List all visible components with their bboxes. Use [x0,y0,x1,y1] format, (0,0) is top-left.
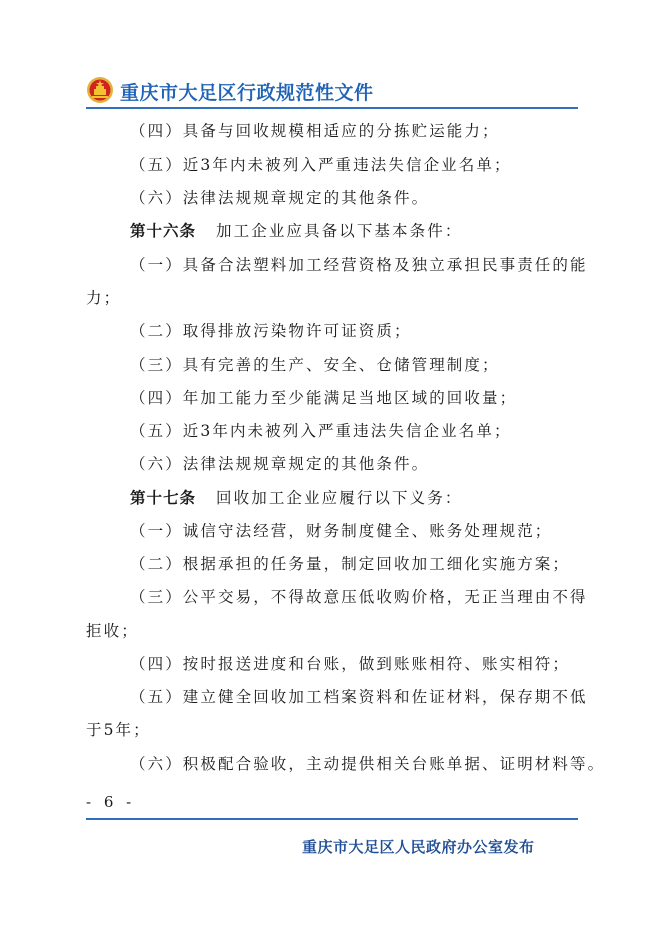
footer-publisher: 重庆市大足区人民政府办公室发布 [302,838,535,856]
clause-line: （一）具备合法塑料加工经营资格及独立承担民事责任的能 [130,256,588,274]
clause-line: （二）根据承担的任务量，制定回收加工细化实施方案； [130,555,571,573]
document-header [86,74,586,110]
header-title: 重庆市大足区行政规范性文件 [120,82,374,104]
clause-line: （六）法律法规规章规定的其他条件。 [130,189,430,207]
clause-line: （三）公平交易，不得故意压低收购价格，无正当理由不得 [130,588,588,606]
clause-line: （五）近3年内未被列入严重违法失信企业名单； [130,422,512,440]
clause-line: （六）积极配合验收，主动提供相关台账单据、证明材料等。 [130,755,606,773]
clause-line: （五）近3年内未被列入严重违法失信企业名单； [130,156,512,174]
article-text: 回收加工企业应履行以下义务： [216,489,463,507]
clause-line: （六）法律法规规章规定的其他条件。 [130,455,430,473]
article-17-line [130,488,462,508]
clause-line: （一）诚信守法经营，财务制度健全、账务处理规范； [130,522,553,540]
clause-line: （四）年加工能力至少能满足当地区域的回收量； [130,389,518,407]
header-rule [86,107,578,109]
national-emblem-icon [86,76,114,104]
clause-line: （四）按时报送进度和台账，做到账账相符、账实相符； [130,655,571,673]
article-number: 第十六条 [130,222,197,240]
page-number: - 6 - [86,793,136,811]
clause-line-continued: 于5年； [86,721,151,739]
clause-line-continued: 拒收； [86,622,139,640]
clause-line: （三）具有完善的生产、安全、仓储管理制度； [130,356,500,374]
article-16-line [130,221,462,241]
article-text: 加工企业应具备以下基本条件： [216,222,463,240]
clause-line: （二）取得排放污染物许可证资质； [130,322,412,340]
article-number: 第十七条 [130,489,197,507]
clause-line-continued: 力； [86,289,122,307]
footer-rule [86,818,578,820]
clause-line: （四）具备与回收规模相适应的分拣贮运能力； [130,122,500,140]
clause-line: （五）建立健全回收加工档案资料和佐证材料，保存期不低 [130,688,588,706]
